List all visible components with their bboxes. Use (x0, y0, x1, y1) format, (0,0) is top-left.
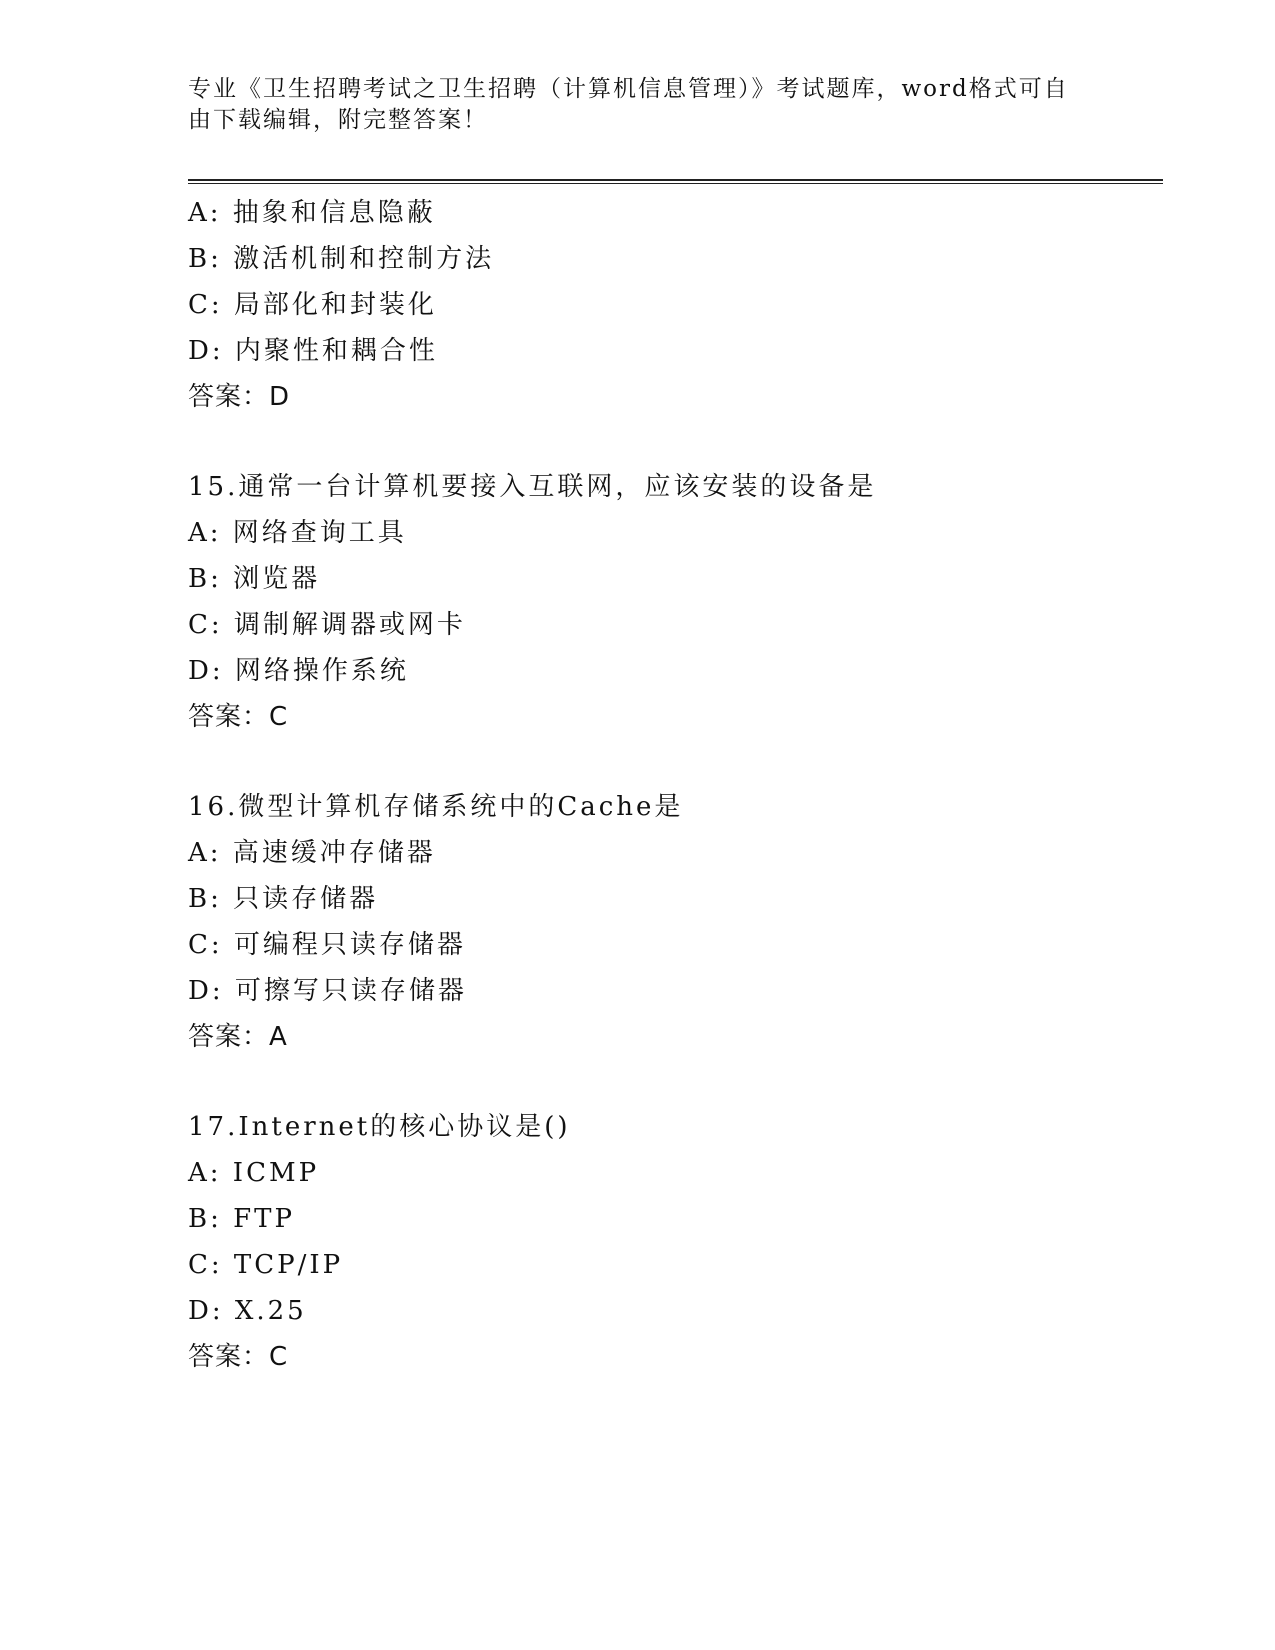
header-divider-thin (188, 183, 1163, 184)
question-text: 15.通常一台计算机要接入互联网，应该安装的设备是 (188, 472, 877, 502)
answer-line: 答案：A (188, 1022, 288, 1052)
option-c: C: 可编程只读存储器 (188, 930, 466, 960)
option-a: A: 高速缓冲存储器 (188, 838, 436, 868)
header-divider-thick (188, 179, 1163, 181)
option-d: D: X.25 (188, 1296, 307, 1326)
header-line-1: 专业《卫生招聘考试之卫生招聘（计算机信息管理）》考试题库，word格式可自 (188, 76, 1069, 102)
question-block-17 (188, 1104, 1148, 1380)
question-block-16 (188, 784, 1148, 1060)
option-d: D: 网络操作系统 (188, 656, 409, 686)
question-text: 17.Internet的核心协议是() (188, 1112, 571, 1142)
document-header (188, 74, 1068, 136)
spacer (188, 420, 1148, 464)
option-a: A: 网络查询工具 (188, 518, 407, 548)
option-d: D: 可擦写只读存储器 (188, 976, 467, 1006)
option-b: B: 浏览器 (188, 564, 321, 594)
option-a: A: ICMP (188, 1158, 320, 1188)
option-b: B: FTP (188, 1204, 296, 1234)
question-text: 16.微型计算机存储系统中的Cache是 (188, 792, 684, 822)
option-b: B: 只读存储器 (188, 884, 379, 914)
option-d: D: 内聚性和耦合性 (188, 336, 438, 366)
question-block-15 (188, 464, 1148, 740)
option-c: C: 局部化和封装化 (188, 290, 437, 320)
option-c: C: TCP/IP (188, 1250, 344, 1280)
answer-line: 答案：C (188, 702, 289, 732)
option-a: A: 抽象和信息隐蔽 (188, 198, 436, 228)
option-b: B: 激活机制和控制方法 (188, 244, 495, 274)
question-list (188, 190, 1148, 1380)
option-c: C: 调制解调器或网卡 (188, 610, 466, 640)
question-block-14 (188, 190, 1148, 420)
answer-line: 答案：D (188, 382, 291, 412)
answer-line: 答案：C (188, 1342, 289, 1372)
spacer (188, 740, 1148, 784)
header-line-2: 由下载编辑，附完整答案！ (188, 107, 488, 133)
spacer (188, 1060, 1148, 1104)
